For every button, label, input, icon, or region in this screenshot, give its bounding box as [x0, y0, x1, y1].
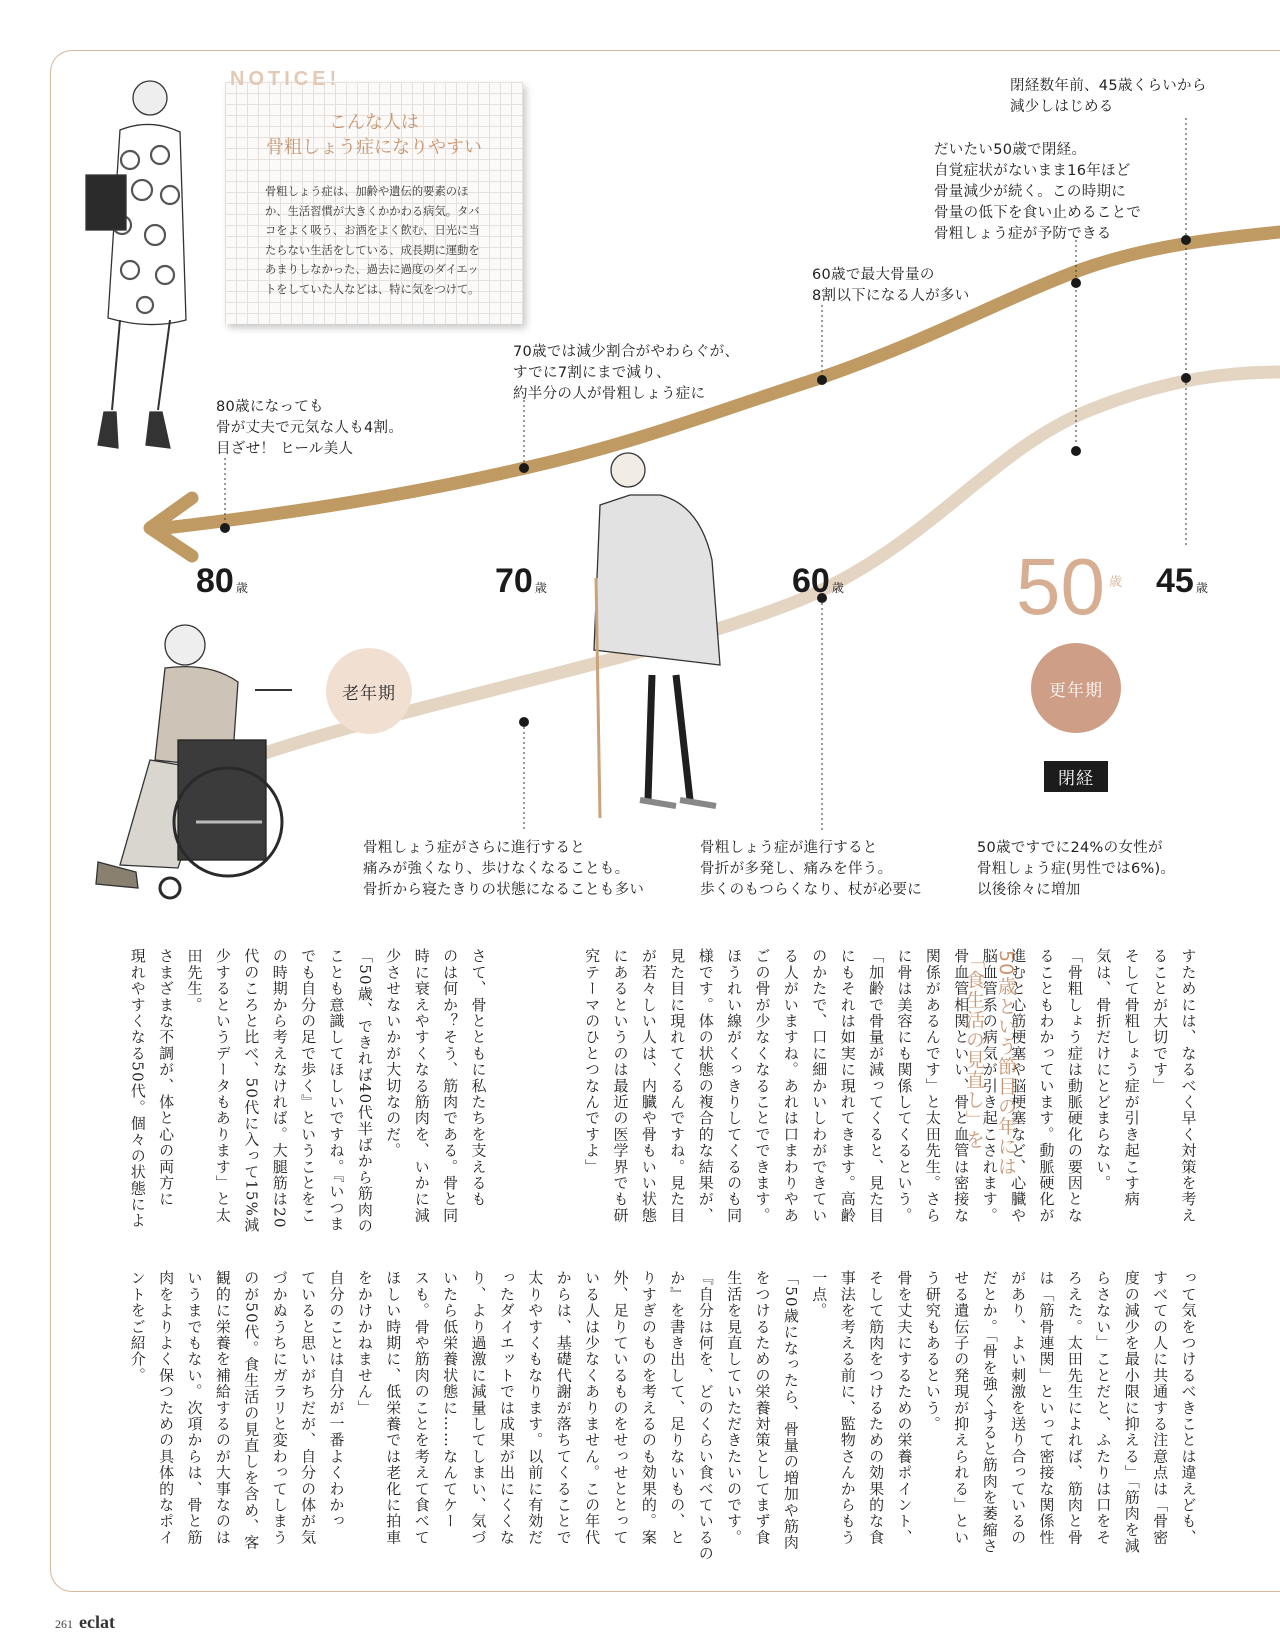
- lower-text-column: いる人は少なくありません。この年代: [583, 1270, 602, 1546]
- lower-text-column: があり、よい刺激を送り合っているの: [1009, 1270, 1028, 1546]
- lower-text-column: 太りやすくもなります。以前に有効だ: [526, 1270, 545, 1546]
- note-lower-70: 骨粗しょう症がさらに進行すると 痛みが強くなり、歩けなくなることも。 骨折から寝たきりの状態になることも多い: [363, 840, 645, 898]
- upper-text-column: ほうれい線がくっきりしてくるのも同: [725, 948, 744, 1224]
- upper-text-column: ることもわかっています。動脈硬化が: [1037, 948, 1056, 1224]
- section-heading-line-2: 「食生活の見直し」を: [963, 950, 985, 1150]
- lower-text-column: だとか。「骨を強くすると筋肉を萎縮さ: [980, 1270, 999, 1555]
- upper-text-column: 究テーマのひとつなんですよ」: [583, 948, 602, 1175]
- lower-text-column: いたら低栄養状態に……なんてケー: [441, 1270, 460, 1530]
- note-age-60: 60歳で最大骨量の 8割以下になる人が多い: [812, 267, 970, 304]
- lower-text-column: すべての人に共通する注意点は「骨密: [1151, 1270, 1170, 1546]
- upper-text-column: 代のころと比べ、50代に入って15%減: [242, 948, 261, 1234]
- note-age-50: だいたい50歳で閉経。 自覚症状がないまま16年ほど 骨量減少が続く。この時期に 骨量の低下を食い止めることで 骨粗しょう症が予防できる: [934, 142, 1142, 242]
- upper-text-column: にあるというのは最近の医学界でも研: [611, 948, 630, 1224]
- upper-text-column: のは何か？そう、筋肉である。骨と同: [441, 948, 460, 1224]
- upper-text-column: にもそれは如実に現れてきます。高齢: [838, 948, 857, 1224]
- healthy-woman-illustration: [86, 81, 186, 448]
- lower-text-column: ほしい時期に、低栄養では老化に拍車: [384, 1270, 403, 1546]
- upper-text-column: 時に衰えやすくなる筋肉を、いかに減: [412, 948, 431, 1224]
- upper-text-column: る人がいますね。あれは口まわりやあ: [781, 948, 800, 1224]
- dot-70-lower: [519, 717, 529, 727]
- lower-text-column: せる遺伝子の発現が抑えられる」とい: [952, 1270, 971, 1546]
- note-lower-50: 50歳ですでに24%の女性が 骨粗しょう症(男性では6%)。 以後徐々に増加: [977, 840, 1176, 898]
- lower-text-column: のが50代。食生活の見直しを含め、客: [242, 1270, 261, 1551]
- age-80-label: 80 歳: [196, 562, 248, 600]
- upper-text-column: さて、骨とともに私たちを支えるも: [469, 948, 488, 1208]
- note-lower-60: 骨粗しょう症が進行すると 骨折が多発し、痛みを伴う。 歩くのもつらくなり、杖が必要に: [700, 840, 922, 898]
- lower-text-column: ったダイエットでは成果が出にくくな: [497, 1270, 516, 1546]
- dot-45-lower: [1181, 373, 1191, 383]
- section-heading-line-1: 50歳という節目の年には: [995, 950, 1017, 1177]
- age-50-label: 50 $^歳$: [1016, 542, 1122, 631]
- menopause-tag: 閉経: [1044, 761, 1108, 792]
- lower-text-column: 度の減少を最小限に抑える」「筋肉を減: [1122, 1270, 1141, 1555]
- page-folio: [55, 1612, 115, 1633]
- lower-text-column: からは、基礎代謝が落ちてくることで: [554, 1270, 573, 1546]
- cane-woman-illustration: [594, 453, 720, 818]
- upper-text-column: 脳血管系の病気が引き起こされます。: [980, 948, 999, 1224]
- upper-text-column: すためには、なるべく早く対策を考え: [1179, 948, 1198, 1224]
- lower-text-column: ントをご紹介。: [128, 1270, 147, 1384]
- lower-text-column: って気をつけるべきことは違えども、: [1179, 1270, 1198, 1546]
- note-age-45: 閉経数年前、45歳くらいから 減少しはじめる: [1010, 78, 1207, 115]
- upper-text-column: ることが大切です」: [1151, 948, 1170, 1094]
- upper-text-column: が若々しい人は、内臓や骨もいい状態: [639, 948, 658, 1224]
- stage-menopause-badge: 更年期: [1031, 643, 1121, 733]
- dot-70-upper: [519, 463, 529, 473]
- section-heading: [484, 950, 1020, 1176]
- dot-45-upper: [1181, 235, 1191, 245]
- lower-text-column: 観的に栄養を補給するのが大事なのは: [213, 1270, 232, 1546]
- upper-text-column: 骨血管相関といい、骨と血管は密接な: [952, 948, 971, 1224]
- lower-text-column: そして筋肉をつけるための効果的な食: [867, 1270, 886, 1546]
- wheelchair-woman-illustration: [96, 625, 292, 898]
- notice-body: 骨粗しょう症は、加齢や遺伝的要素のほ か、生活習慣が大きくかかわる病気。タバ コをよく吸う、お酒をよく飲む、日光に当 たらない生活をしている、成長期に運動を あまりしなかった、過去に過度のダイエッ トをしていた人などは、特に気をつけて。: [265, 185, 480, 296]
- upper-text-column: 見た目に現れてくるんですね。見た目: [668, 948, 687, 1224]
- upper-text-column: 「50歳、できれば40代半ばから筋肉の: [355, 948, 374, 1234]
- lower-text-column: りすぎのものを考えるのも効果的。案: [639, 1270, 658, 1546]
- age-45-label: 45 歳: [1156, 562, 1208, 600]
- lower-text-column: をかけかねません」: [355, 1270, 374, 1416]
- upper-text-column: 「骨粗しょう症は動脈硬化の要因とな: [1065, 948, 1084, 1224]
- upper-text-column: ことも意識してほしいですね。『いつま: [327, 948, 346, 1233]
- lower-text-column: 事法を考える前に、監物さんからもう: [838, 1270, 857, 1546]
- lower-text-column: り、より過激に減量してしまい、気づ: [469, 1270, 488, 1546]
- dot-50-upper: [1071, 278, 1081, 288]
- lower-text-column: 「50歳になったら、骨量の増加や筋肉: [781, 1270, 800, 1551]
- page-number: 261: [55, 1617, 73, 1631]
- upper-text-column: 田先生。: [185, 948, 204, 1013]
- note-age-70: 70歳では減少割合がやわらぐが、 すでに7割にまで減り、 約半分の人が骨粗しょう症に: [513, 344, 740, 402]
- lower-text-column: 生活を見直していただきたいのです。: [725, 1270, 744, 1546]
- lower-text-column: 外、足りているものをせっせととって: [611, 1270, 630, 1546]
- notice-title: こんな人は 骨粗しょう症になりやすい: [266, 112, 482, 158]
- lower-text-column: う研究もあるという。: [923, 1270, 942, 1432]
- upper-text-column: 気は、骨折だけにとどまらない。: [1094, 948, 1113, 1191]
- upper-text-column: さまざまな不調が、体と心の両方に: [157, 948, 176, 1208]
- upper-text-column: そして骨粗しょう症が引き起こす病: [1122, 948, 1141, 1208]
- lower-text-column: らさない」ことだと、ふたりは口をそ: [1094, 1270, 1113, 1546]
- upper-text-column: でも自分の足で歩く』ということをこ: [299, 948, 318, 1224]
- upper-text-column: に骨は美容にも関係してくるという。: [895, 948, 914, 1224]
- stage-elderly-badge: 老年期: [326, 648, 412, 734]
- age-70-label: 70 歳: [495, 562, 547, 600]
- lower-text-column: いうまでもない。次項からは、骨と筋: [185, 1270, 204, 1546]
- notice-box: [225, 82, 523, 324]
- lower-text-column: 『自分は何を、どのくらい食べているの: [696, 1270, 715, 1562]
- note-age-80: 80歳になっても 骨が丈夫で元気な人も4割。 目ざせ！ ヒール美人: [216, 399, 404, 457]
- lower-text-column: か』を書き出して、足りないもの、と: [668, 1270, 687, 1546]
- lower-text-column: 骨を丈夫にするための栄養ポイント、: [895, 1270, 914, 1546]
- lower-text-column: ていると思いがちだが、自分の体が気: [299, 1270, 318, 1546]
- upper-text-column: ごの骨が少なくなることでできます。: [753, 948, 772, 1224]
- dot-80-upper: [220, 523, 230, 533]
- upper-text-column: 様です。体の状態の複合的な結果が、: [696, 948, 715, 1224]
- lower-text-column: づかぬうちにガラリと変わってしまう: [270, 1270, 289, 1546]
- upper-text-column: 「加齢で骨量が減ってくると、見た目: [867, 948, 886, 1224]
- upper-text-column: の時期から考えなければ。大腿筋は20: [270, 948, 289, 1229]
- lower-text-column: をつけるための栄養対策としてまず食: [753, 1270, 772, 1546]
- age-60-label: 60 歳: [792, 562, 844, 600]
- magazine-logo: eclat: [79, 1612, 115, 1632]
- lower-text-column: 自分のことは自分が一番よくわかっ: [327, 1270, 346, 1530]
- upper-text-column: 現れやすくなる50代。個々の状態によ: [128, 948, 147, 1229]
- upper-text-column: 関係があるんです」と太田先生。さら: [923, 948, 942, 1224]
- dot-50-lower: [1071, 446, 1081, 456]
- notice-label: NOTICE!: [230, 68, 341, 90]
- upper-text-column: 進むと心筋梗塞や脳梗塞など、心臓や: [1009, 948, 1028, 1224]
- upper-text-column: 少させないかが大切なのだ。: [384, 948, 403, 1159]
- lower-text-column: は「筋骨連関」といって密接な関係性: [1037, 1270, 1056, 1546]
- dot-60-upper: [817, 375, 827, 385]
- lower-text-column: スも。骨や筋肉のことを考えて食べて: [412, 1270, 431, 1546]
- upper-text-column: のかたで、口に細かいしわができてい: [810, 948, 829, 1224]
- lower-text-column: ろえた。太田先生によれば、筋肉と骨: [1065, 1270, 1084, 1546]
- lower-text-column: 肉をよりよく保つための具体的なポイ: [157, 1270, 176, 1546]
- upper-text-column: 少するというデータもあります」と太: [213, 948, 232, 1224]
- lower-text-column: 一点。: [810, 1270, 829, 1319]
